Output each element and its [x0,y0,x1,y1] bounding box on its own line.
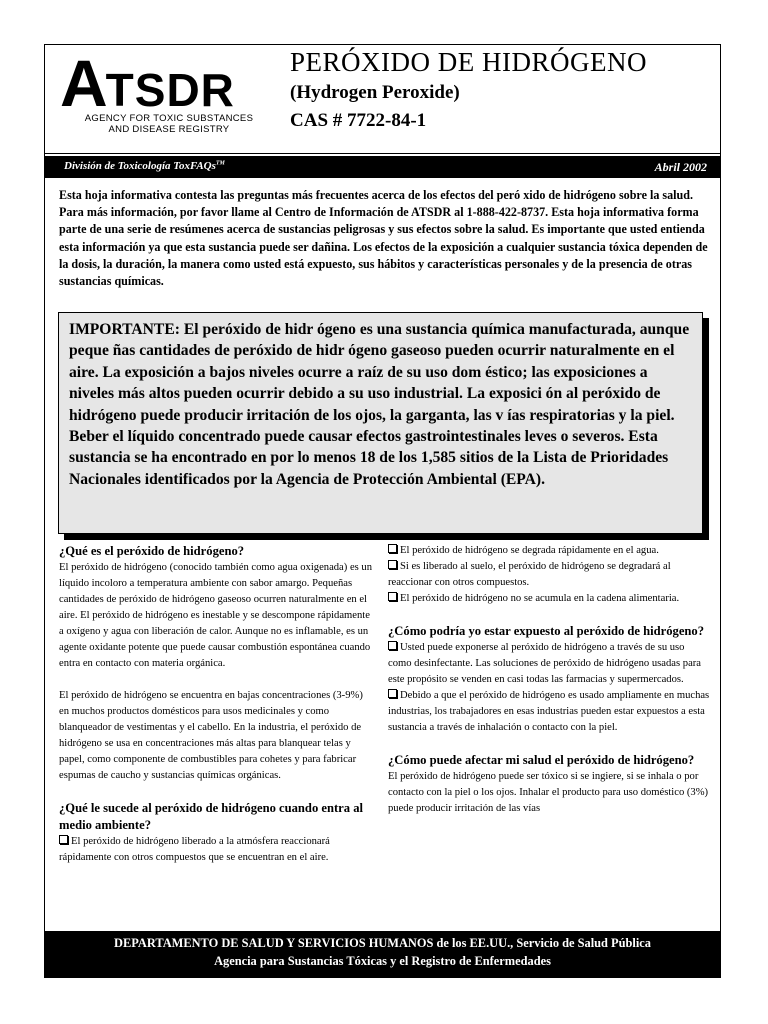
paragraph: El peróxido de hidrógeno se encuentra en bajas concentraciones (3-9%) en muchos productos domésticos para usos medicinales y como blanqueador de vestimentas y el cabello. En la industria, el peróxido de hidrógeno se usa en concentraciones más altas para blanquear telas y papel, como componente de combustibles para cohetes y para fabricar espumas de caucho y sustancias químicas orgánicas. [59,690,363,781]
atsdr-logo [60,46,260,140]
paragraph: El peróxido de hidrógeno (conocido también como agua oxigenada) es un líquido incoloro a temperatura ambiente con sabor amargo. Pequeñas cantidades de peróxido de hidrógeno gaseoso ocurren naturalmente en el aire. El peróxido de hidrógeno es inestable y se descompone rápidamente a oxígeno y agua con liberación de calor. Aunque no es inflamable, es un agente oxidante potente que puede causar combustión espontánea cuando entra en contacto con materia orgánica. [59,562,373,669]
left-column [59,543,375,866]
list-item: Debido a que el peróxido de hidrógeno es usado ampliamente en muchas industrias, los trabajadores en esas industrias pueden estar expuestos a esta sustancia a través de inhalación o contacto con la piel. [388,690,710,733]
footer-department: DEPARTAMENTO DE SALUD Y SERVICIOS HUMANOS de los EE.UU., Servicio de Salud Pública [114,936,651,950]
logo-subtitle: AGENCY FOR TOXIC SUBSTANCES AND DISEASE REGISTRY [84,113,254,135]
list-item: Usted puede exponerse al peróxido de hidrógeno a través de su uso como desinfectante. Las soluciones de peróxido de hidrógeno usadas para este propósito se venden en casi todas las farmacias y supermercados. [388,642,702,685]
logo-wordmark: ATSDR [60,46,235,120]
checkbox-bullet-icon [388,641,397,650]
question-exposure: ¿Cómo podría yo estar expuesto al peróxido de hidrógeno? [388,624,705,638]
checkbox-bullet-icon [388,544,397,553]
intro-paragraph: Esta hoja informativa contesta las preguntas más frecuentes acerca de los efectos del peró xido de hidrógeno sobre la salud. Para más información, por favor llame al Centro de Información de ATSDR al 1-888-422-8737. Esta hoja informativa forma parte de una serie de resúmenes acerca de sustancias peligrosas y sus efectos sobre la salud. Es importante que usted entienda esta información ya que esta sustancia puede ser dañina. Los efectos de la exposición a cualquier sustancia tóxica dependen de la dosis, la duración, la manera como usted está expuesto, sus hábitos y características personales y de la presencia de otras sustancias químicas. [59,188,708,289]
checkbox-bullet-icon [59,835,68,844]
footer-band [44,931,721,978]
english-name: (Hydrogen Peroxide) [290,82,460,103]
list-item: Si es liberado al suelo, el peróxido de hidrógeno se degradará al reaccionar con otros compuestos. [388,561,671,588]
checkbox-bullet-icon [388,560,397,569]
division-label: División de Toxicología ToxFAQs™ [64,160,225,172]
list-item: El peróxido de hidrógeno se degrada rápidamente en el agua. [388,543,710,559]
page-title: PERÓXIDO DE HIDRÓGENO [290,47,647,77]
footer-agency: Agencia para Sustancias Tóxicas y el Registro de Enfermedades [214,954,551,968]
question-health: ¿Cómo puede afectar mi salud el peróxido de hidrógeno? [388,753,695,767]
question-what-is: ¿Qué es el peróxido de hidrógeno? [59,544,245,558]
question-environment: ¿Qué le sucede al peróxido de hidrógeno cuando entra al medio ambiente? [59,801,364,832]
checkbox-bullet-icon [388,689,397,698]
checkbox-bullet-icon [388,592,397,601]
list-item: El peróxido de hidrógeno no se acumula en la cadena alimentaria. [388,591,710,607]
cas-number: CAS # 7722-84-1 [290,110,427,131]
paragraph: El peróxido de hidrógeno puede ser tóxico si se ingiere, si se inhala o por contacto con la piel o los ojos. Inhalar el producto para uso doméstico (3%) puede producir irritación de las vías [388,771,709,814]
title-block [290,46,647,134]
division-band [44,156,721,178]
list-item: El peróxido de hidrógeno liberado a la atmósfera reaccionará rápidamente con otros compuestos que se encuentran en el aire. [59,836,330,863]
right-column [388,543,710,817]
publication-date: Abril 2002 [654,160,707,174]
important-box: IMPORTANTE: El peróxido de hidr ógeno es una sustancia química manufacturada, aunque peque ñas cantidades de peróxido de hidr ógeno gaseoso pueden ocurrir naturalmente en el aire. La exposición a bajos niveles ocurre a raíz de su uso dom éstico; las exposiciones a niveles más altos pueden ocurrir debido a su uso industrial. La exposici ón al peróxido de hidrógeno puede producir irritación de los ojos, la garganta, las v ías respiratorias y la piel. Beber el líquido concentrado puede causar efectos gastrointestinales leves o severos. Esta sustancia se ha encontrado en por lo menos 18 de los 1,585 sitios de la Lista de Prioridades Nacionales identificados por la Agencia de Protección Ambiental (EPA). [58,312,703,534]
